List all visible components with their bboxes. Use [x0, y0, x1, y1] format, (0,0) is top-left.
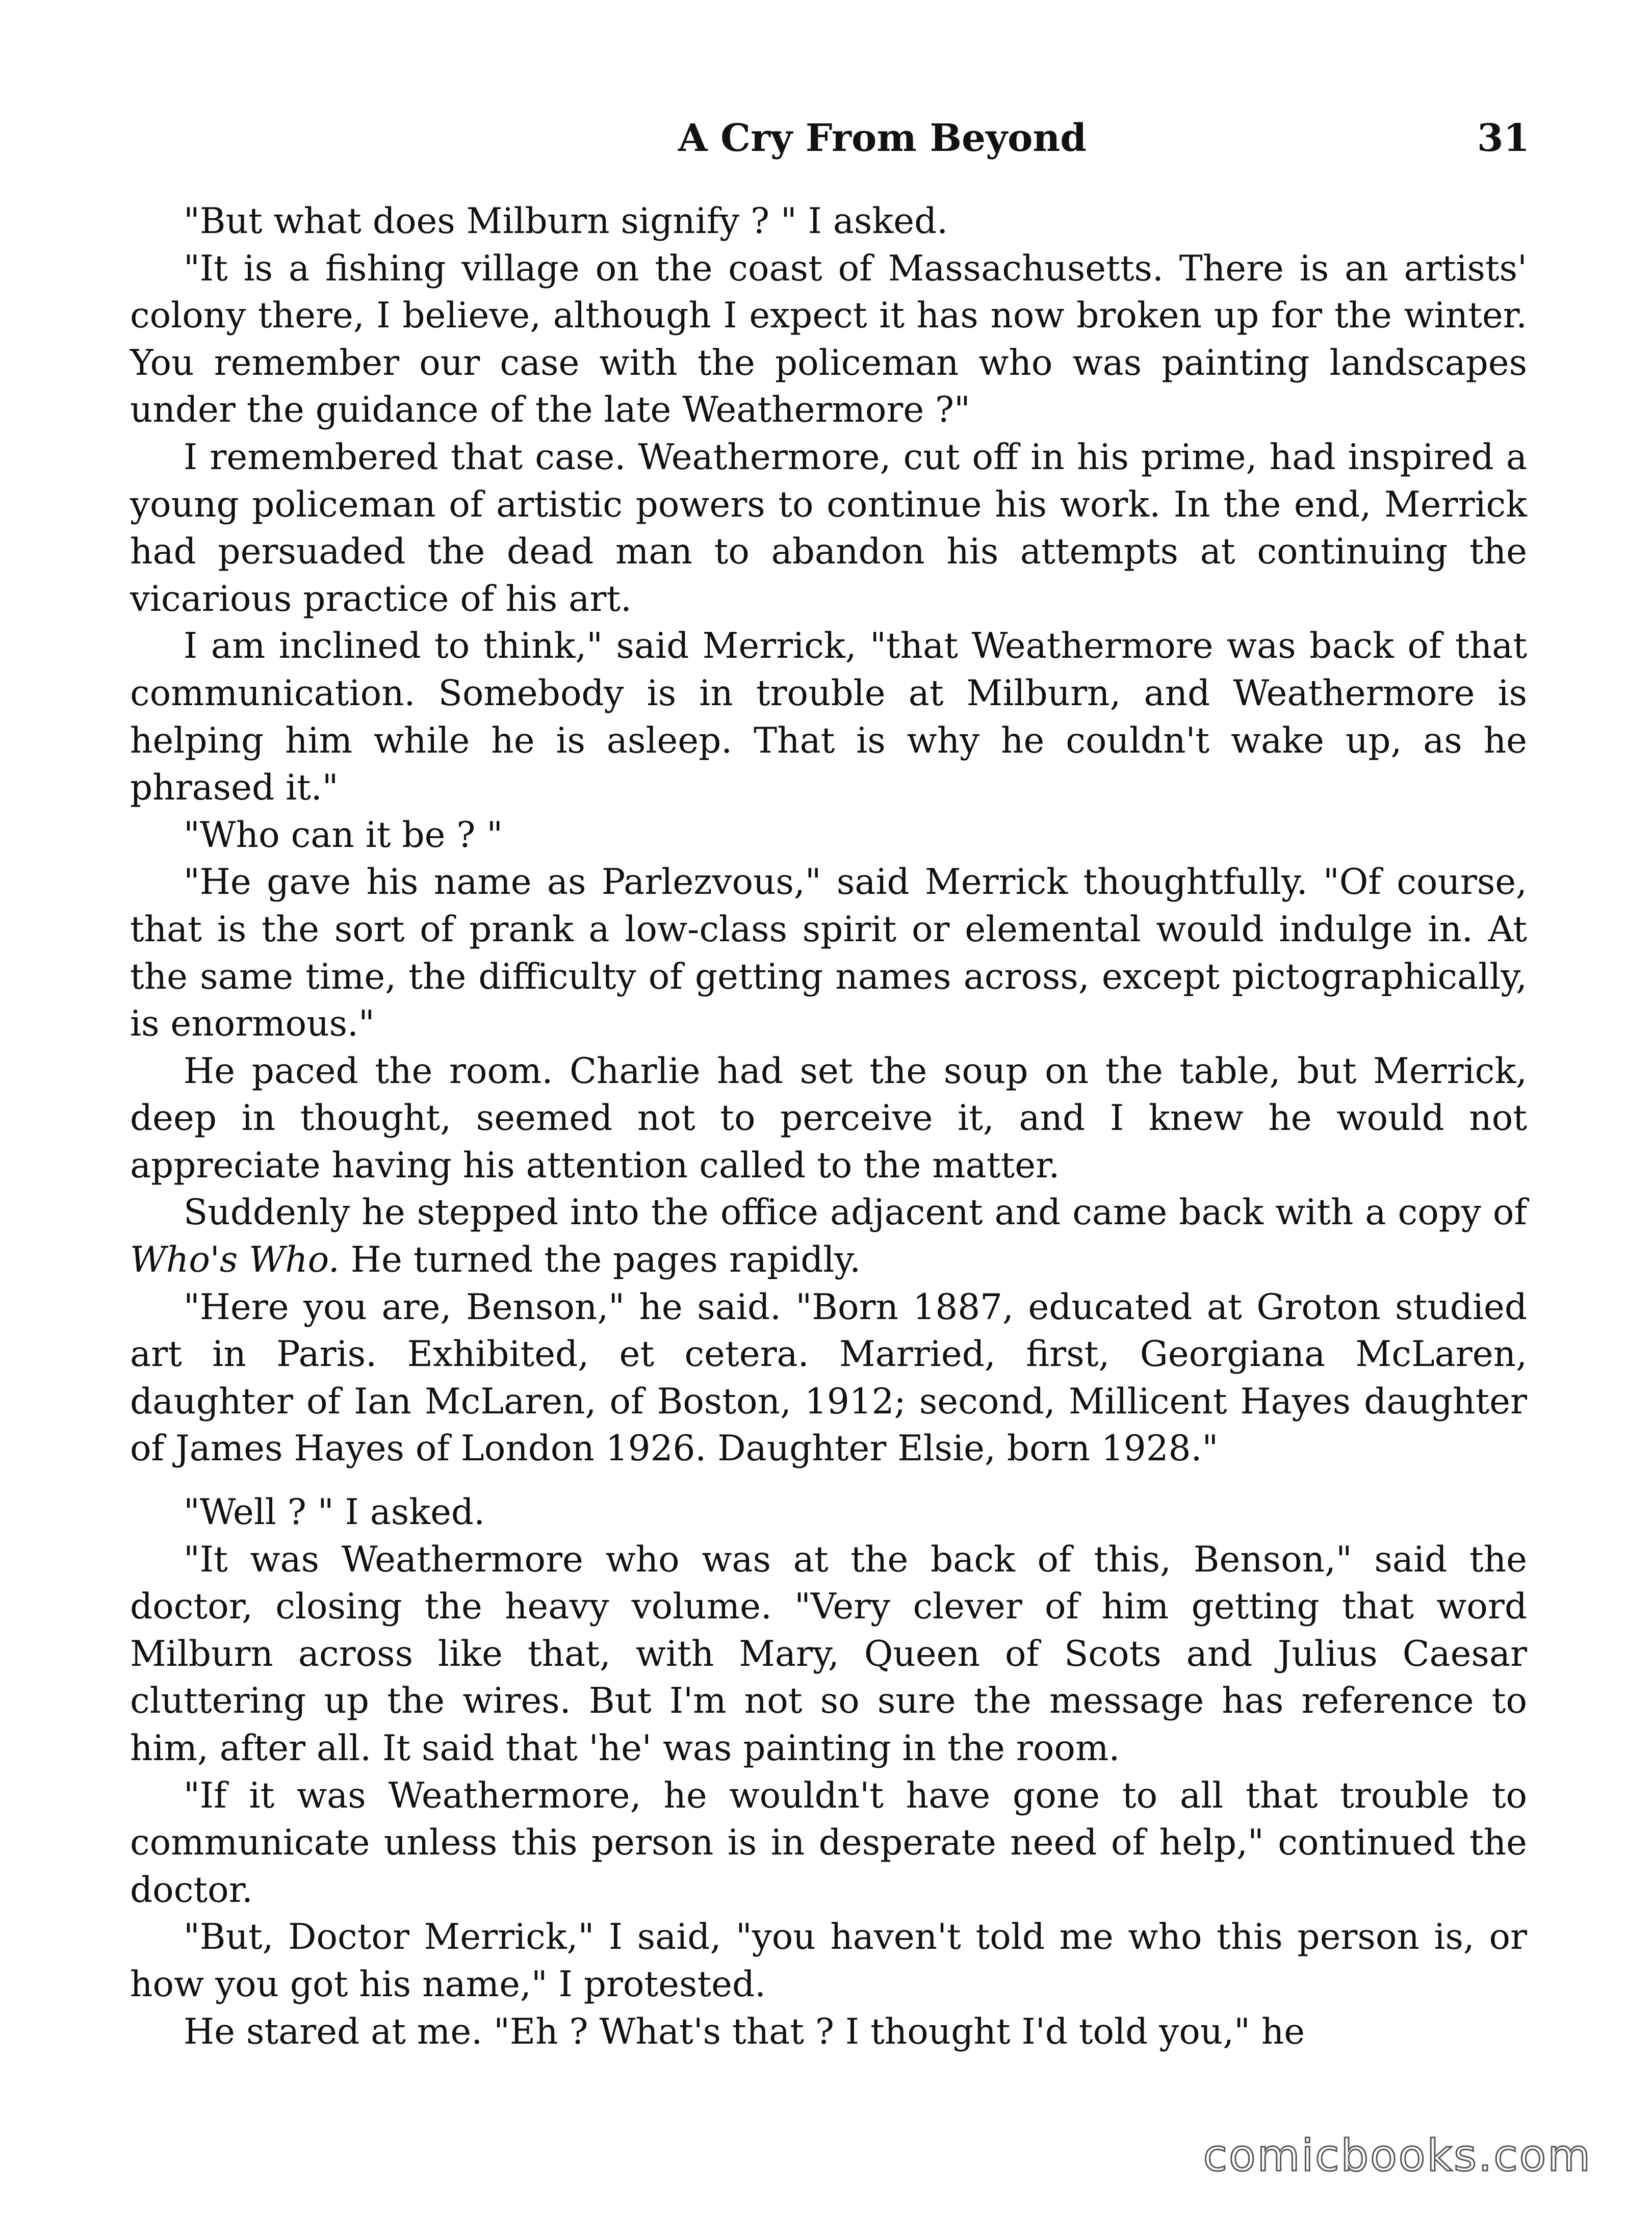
page-number: 31 — [1477, 116, 1530, 160]
book-title-italic: Who's Who. — [130, 1240, 340, 1281]
paragraph: "Who can it be ? " — [184, 814, 503, 856]
paragraph: "But, Doctor Merrick," I said, "you haven't told me who this person is, or how you got his name," I protested. — [130, 1917, 1527, 2005]
paragraph: "If it was Weathermore, he wouldn't have gone to all that trouble to communicate unless this person is in desperate need of help," continued the doctor. — [130, 1775, 1527, 1911]
paragraph: "Well ? " I asked. — [184, 1492, 485, 1533]
body-text — [130, 198, 1527, 2055]
paragraph: "It was Weathermore who was at the back of this, Benson," said the doctor, closing the heavy volume. "Very clever of him getting that word Milburn across like that, with Mary, Queen of Scots and Julius Caesar cluttering up the wires. But I'm not so sure the message has reference to him, after all. It said that 'he' was painting in the room. — [130, 1539, 1527, 1769]
paragraph: He stared at me. "Eh ? What's that ? I thought I'd told you," he — [184, 2011, 1305, 2052]
paragraph: "But what does Milburn signify ? " I asked. — [184, 201, 948, 242]
paragraph-text: He turned the pages rapidly. — [339, 1240, 861, 1281]
paragraph: I am inclined to think," said Merrick, "that Weathermore was back of that communication. Somebody is in trouble at Milburn, and Weathermore is helping him while he is asleep. That is why he couldn't wake up, as he phrased it." — [130, 626, 1527, 809]
paragraph — [130, 1189, 1527, 1283]
paragraph: "It is a fishing village on the coast of Massachusetts. There is an artists' colony there, I believe, although I expect it has now broken up for the winter. You remember our case with the policeman who was painting landscapes under the guidance of the late Weathermore ?" — [130, 248, 1527, 431]
paragraph: He paced the room. Charlie had set the soup on the table, but Merrick, deep in thought, seemed not to perceive it, and I knew he would not appreciate having his attention called to the matter. — [130, 1050, 1527, 1186]
paragraph-text: Suddenly he stepped into the office adjacent and came back with a copy of — [184, 1192, 1527, 1233]
page-header — [668, 116, 1530, 172]
running-title: A Cry From Beyond — [678, 116, 1087, 160]
paragraph: I remembered that case. Weathermore, cut off in his prime, had inspired a young policeman of artistic powers to continue his work. In the end, Merrick had persuaded the dead man to abandon his attempts at continuing the vicarious practice of his art. — [130, 436, 1527, 620]
watermark: comicbooks.com — [1203, 2130, 1592, 2181]
paragraph: "He gave his name as Parlezvous," said Merrick thoughtfully. "Of course, that is the sort of prank a low-class spirit or elemental would indulge in. At the same time, the difficulty of getting names across, except pictographically, is enormous." — [130, 862, 1527, 1045]
paragraph: "Here you are, Benson," he said. "Born 1887, educated at Groton studied art in Paris. Exhibited, et cetera. Married, first, Georgiana McLaren, daughter of Ian McLaren, of Boston, 1912; second, Millicent Hayes daughter of James Hayes of London 1926. Daughter Elsie, born 1928." — [130, 1286, 1527, 1469]
